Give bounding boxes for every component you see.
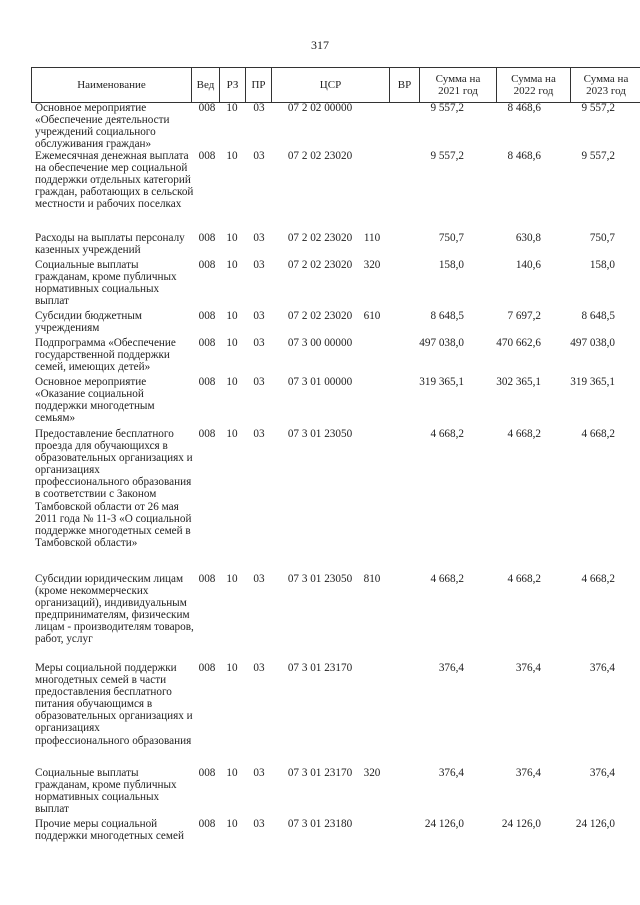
row-rz: 10 (226, 102, 238, 114)
row-sum-2023: 4 668,2 (581, 573, 615, 585)
row-ved: 008 (198, 150, 216, 162)
row-csr: 07 3 01 23180 (287, 818, 353, 830)
row-ved: 008 (198, 102, 216, 114)
row-sum-2021: 9 557,2 (430, 150, 464, 162)
row-sum-2021: 319 365,1 (419, 376, 464, 388)
row-sum-2021: 158,0 (438, 259, 464, 271)
row-sum-2023: 497 038,0 (570, 337, 615, 349)
row-ved: 008 (198, 259, 216, 271)
row-pr: 03 (253, 310, 265, 322)
row-name: Меры социальной поддержки многодетных семей в части предоставления бесплатного питания обучающимся в образовательных организациях и организациях профессионального образования (35, 662, 193, 747)
page-number: 317 (311, 38, 329, 52)
row-rz: 10 (226, 662, 238, 674)
row-pr: 03 (253, 428, 265, 440)
row-name: Субсидии бюджетным учреждениям (35, 310, 142, 335)
row-sum-2021: 4 668,2 (430, 573, 464, 585)
row-name: Расходы на выплаты персоналу казенных учреждений (35, 232, 185, 257)
row-sum-2023: 9 557,2 (581, 150, 615, 162)
row-ved: 008 (198, 376, 216, 388)
header-sum-2022: Сумма на 2022 год (497, 68, 571, 102)
row-sum-2023: 9 557,2 (581, 102, 615, 114)
row-vr: 320 (363, 259, 381, 271)
row-ved: 008 (198, 662, 216, 674)
header-vr: ВР (390, 68, 420, 102)
row-ved: 008 (198, 573, 216, 585)
row-pr: 03 (253, 662, 265, 674)
row-csr: 07 2 02 23020 (287, 310, 353, 322)
row-csr: 07 3 01 23170 (287, 767, 353, 779)
row-sum-2023: 8 648,5 (581, 310, 615, 322)
row-pr: 03 (253, 102, 265, 114)
row-ved: 008 (198, 337, 216, 349)
row-sum-2023: 376,4 (589, 767, 615, 779)
header-sum-2023: Сумма на 2023 год (583, 73, 629, 97)
header-sum-2021: Сумма на 2021 год (420, 68, 497, 102)
row-rz: 10 (226, 259, 238, 271)
row-ved: 008 (198, 428, 216, 440)
row-sum-2022: 4 668,2 (507, 428, 541, 440)
row-name: Подпрограмма «Обеспечение государственной поддержки семей, имеющих детей» (35, 337, 176, 374)
row-sum-2023: 750,7 (589, 232, 615, 244)
row-pr: 03 (253, 232, 265, 244)
row-sum-2021: 497 038,0 (419, 337, 464, 349)
row-name: Предоставление бесплатного проезда для обучающихся в образовательных организациях и организациях профессионального образования в соответствии с Законом Тамбовской области от 26 мая 2011 года № 11-З «О социальной поддержке многодетных семей в Тамбовской области» (35, 428, 193, 549)
row-rz: 10 (226, 376, 238, 388)
row-csr: 07 3 01 23050 (287, 428, 353, 440)
row-csr: 07 2 02 23020 (287, 150, 353, 162)
row-sum-2021: 24 126,0 (424, 818, 464, 830)
row-name: Прочие меры социальной поддержки многодетных семей (35, 818, 184, 843)
row-csr: 07 3 00 00000 (287, 337, 353, 349)
row-pr: 03 (253, 573, 265, 585)
row-sum-2022: 7 697,2 (507, 310, 541, 322)
row-pr: 03 (253, 818, 265, 830)
row-ved: 008 (198, 232, 216, 244)
row-csr: 07 3 01 23170 (287, 662, 353, 674)
row-sum-2022: 4 668,2 (507, 573, 541, 585)
row-csr: 07 3 01 00000 (287, 376, 353, 388)
row-csr: 07 3 01 23050 (287, 573, 353, 585)
row-rz: 10 (226, 428, 238, 440)
row-pr: 03 (253, 337, 265, 349)
row-sum-2022: 302 365,1 (496, 376, 541, 388)
row-sum-2022: 8 468,6 (507, 102, 541, 114)
row-name: Ежемесячная денежная выплата на обеспечение мер социальной поддержки отдельных категорий граждан, работающих в сельской местности и рабочих поселках (35, 150, 194, 211)
row-vr: 810 (363, 573, 381, 585)
row-rz: 10 (226, 573, 238, 585)
row-sum-2022: 376,4 (515, 662, 541, 674)
row-vr: 610 (363, 310, 381, 322)
row-csr: 07 2 02 23020 (287, 232, 353, 244)
row-name: Субсидии юридическим лицам (кроме некоммерческих организаций), индивидуальным предпринимателям, физическим лицам - производителям товаров, работ, услуг (35, 573, 194, 646)
row-pr: 03 (253, 259, 265, 271)
row-name: Основное мероприятие «Обеспечение деятельности учреждений социального обслуживания граждан» (35, 102, 170, 151)
row-ved: 008 (198, 310, 216, 322)
row-name: Социальные выплаты гражданам, кроме публичных нормативных социальных выплат (35, 259, 177, 308)
row-sum-2021: 8 648,5 (430, 310, 464, 322)
header-pr: ПР (246, 68, 272, 102)
row-sum-2022: 24 126,0 (501, 818, 541, 830)
row-sum-2021: 4 668,2 (430, 428, 464, 440)
row-rz: 10 (226, 337, 238, 349)
row-pr: 03 (253, 767, 265, 779)
row-sum-2023: 376,4 (589, 662, 615, 674)
row-sum-2021: 376,4 (438, 767, 464, 779)
row-sum-2022: 140,6 (515, 259, 541, 271)
row-sum-2023: 158,0 (589, 259, 615, 271)
row-sum-2023: 4 668,2 (581, 428, 615, 440)
row-sum-2021: 9 557,2 (430, 102, 464, 114)
header-csr: ЦСР (272, 68, 390, 102)
row-sum-2022: 376,4 (515, 767, 541, 779)
row-vr: 320 (363, 767, 381, 779)
row-ved: 008 (198, 767, 216, 779)
row-name: Социальные выплаты гражданам, кроме публичных нормативных социальных выплат (35, 767, 177, 816)
row-rz: 10 (226, 232, 238, 244)
row-sum-2022: 8 468,6 (507, 150, 541, 162)
row-sum-2022: 630,8 (515, 232, 541, 244)
header-ved: Вед (192, 68, 220, 102)
row-pr: 03 (253, 376, 265, 388)
row-pr: 03 (253, 150, 265, 162)
table-header (31, 67, 640, 103)
row-csr: 07 2 02 23020 (287, 259, 353, 271)
row-sum-2021: 376,4 (438, 662, 464, 674)
row-ved: 008 (198, 818, 216, 830)
row-name: Основное мероприятие «Оказание социальной поддержки многодетным семьям» (35, 376, 155, 425)
row-sum-2021: 750,7 (438, 232, 464, 244)
row-sum-2023: 319 365,1 (570, 376, 615, 388)
header-rz: РЗ (220, 68, 246, 102)
row-rz: 10 (226, 767, 238, 779)
row-rz: 10 (226, 818, 238, 830)
row-csr: 07 2 02 00000 (287, 102, 353, 114)
row-sum-2023: 24 126,0 (575, 818, 615, 830)
header-name: Наименование (32, 68, 192, 102)
row-vr: 110 (363, 232, 381, 244)
row-rz: 10 (226, 150, 238, 162)
row-rz: 10 (226, 310, 238, 322)
row-sum-2022: 470 662,6 (496, 337, 541, 349)
